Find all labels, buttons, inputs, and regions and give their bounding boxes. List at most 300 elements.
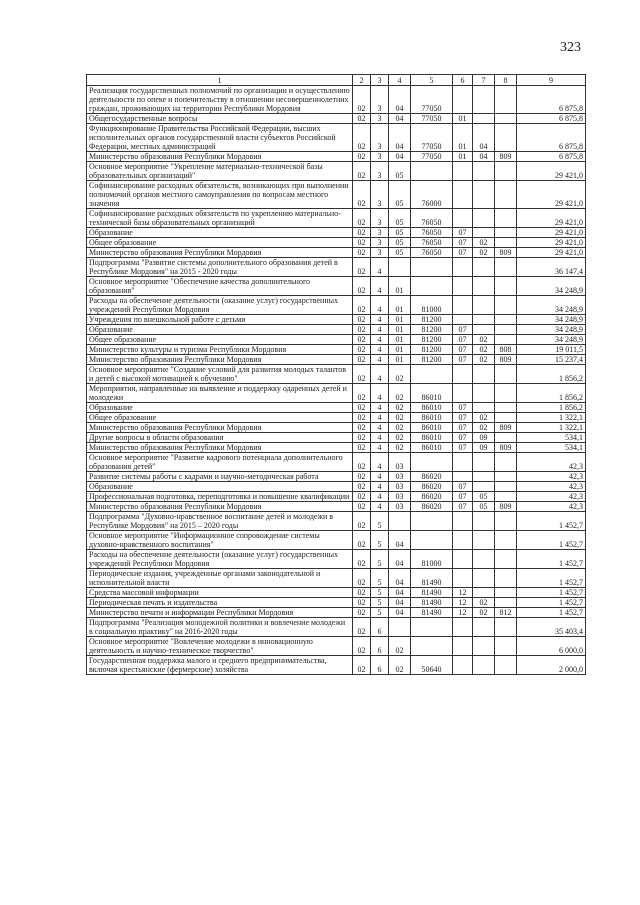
- code-cell: [411, 531, 453, 550]
- code-cell: 809: [495, 248, 517, 258]
- amount-cell: 34 248,9: [517, 325, 586, 335]
- code-cell: [495, 335, 517, 345]
- code-cell: [495, 296, 517, 315]
- code-cell: [473, 512, 495, 531]
- amount-cell: 29 421,0: [517, 181, 586, 209]
- code-cell: [453, 384, 473, 403]
- table-row: [87, 502, 586, 512]
- code-cell: 4: [371, 355, 389, 365]
- code-cell: 01: [389, 296, 411, 315]
- code-cell: 02: [353, 433, 371, 443]
- code-cell: 4: [371, 443, 389, 453]
- code-cell: 02: [353, 423, 371, 433]
- code-cell: 12: [453, 598, 473, 608]
- code-cell: 3: [371, 181, 389, 209]
- code-cell: 81000: [411, 296, 453, 315]
- code-cell: 02: [353, 598, 371, 608]
- code-cell: 81490: [411, 598, 453, 608]
- description-cell: Общее образование: [87, 413, 353, 423]
- table-row: [87, 413, 586, 423]
- description-cell: Общее образование: [87, 335, 353, 345]
- code-cell: 02: [353, 413, 371, 423]
- code-cell: 05: [389, 162, 411, 181]
- description-cell: Министерство печати и информации Республики Мордовия: [87, 608, 353, 618]
- code-cell: 02: [353, 403, 371, 413]
- code-cell: 86020: [411, 502, 453, 512]
- description-cell: Развитие системы работы с кадрами и научно-методическая работа: [87, 472, 353, 482]
- table-row: [87, 325, 586, 335]
- code-cell: [495, 238, 517, 248]
- table-row: [87, 315, 586, 325]
- code-cell: [411, 618, 453, 637]
- code-cell: [473, 296, 495, 315]
- table-row: [87, 365, 586, 384]
- code-cell: [495, 637, 517, 656]
- code-cell: 02: [353, 588, 371, 598]
- code-cell: 02: [353, 608, 371, 618]
- description-cell: Учреждения по внешкольной работе с детьми: [87, 315, 353, 325]
- table-row: [87, 550, 586, 569]
- code-cell: 86010: [411, 433, 453, 443]
- code-cell: 81200: [411, 355, 453, 365]
- code-cell: 5: [371, 569, 389, 588]
- description-cell: Образование: [87, 482, 353, 492]
- code-cell: 02: [389, 656, 411, 675]
- code-cell: 77050: [411, 152, 453, 162]
- code-cell: [453, 453, 473, 472]
- code-cell: 04: [389, 588, 411, 598]
- table-row: [87, 403, 586, 413]
- code-cell: 86010: [411, 384, 453, 403]
- code-cell: 4: [371, 502, 389, 512]
- table-row: [87, 656, 586, 675]
- code-cell: 3: [371, 238, 389, 248]
- code-cell: [389, 618, 411, 637]
- amount-cell: 1 452,7: [517, 598, 586, 608]
- code-cell: [495, 588, 517, 598]
- code-cell: 02: [353, 335, 371, 345]
- code-cell: 81200: [411, 325, 453, 335]
- code-cell: 02: [353, 656, 371, 675]
- code-cell: [453, 277, 473, 296]
- code-cell: 4: [371, 413, 389, 423]
- code-cell: 02: [353, 531, 371, 550]
- code-cell: 809: [495, 423, 517, 433]
- code-cell: [453, 472, 473, 482]
- description-cell: Другие вопросы в области образования: [87, 433, 353, 443]
- table-body: [87, 86, 586, 675]
- code-cell: [473, 550, 495, 569]
- description-cell: Реализация государственных полномочий по организации и осуществлению деятельности по опеке и попечительству в отношении несовершеннолетних граждан, проживающих на территории Республики Мордовия: [87, 86, 353, 114]
- amount-cell: 1 322,1: [517, 423, 586, 433]
- code-cell: 5: [371, 588, 389, 598]
- table-row: [87, 114, 586, 124]
- header-cell: 4: [389, 75, 411, 86]
- description-cell: Образование: [87, 403, 353, 413]
- code-cell: 4: [371, 296, 389, 315]
- description-cell: Расходы на обеспечение деятельности (оказание услуг) государственных учреждений Республики Мордовия: [87, 296, 353, 315]
- code-cell: 02: [353, 443, 371, 453]
- amount-cell: 42,3: [517, 453, 586, 472]
- code-cell: [453, 618, 473, 637]
- code-cell: [495, 482, 517, 492]
- code-cell: 02: [353, 162, 371, 181]
- table-row: [87, 453, 586, 472]
- code-cell: 07: [453, 325, 473, 335]
- code-cell: 3: [371, 114, 389, 124]
- code-cell: 02: [353, 209, 371, 228]
- code-cell: [495, 403, 517, 413]
- code-cell: 86010: [411, 443, 453, 453]
- code-cell: 02: [353, 124, 371, 152]
- code-cell: 02: [473, 335, 495, 345]
- table-row: [87, 588, 586, 598]
- code-cell: 4: [371, 315, 389, 325]
- amount-cell: 29 421,0: [517, 228, 586, 238]
- table-row: [87, 345, 586, 355]
- code-cell: [495, 453, 517, 472]
- amount-cell: 29 421,0: [517, 238, 586, 248]
- table-row: [87, 637, 586, 656]
- code-cell: [453, 296, 473, 315]
- code-cell: 02: [353, 453, 371, 472]
- header-cell: 1: [87, 75, 353, 86]
- code-cell: [453, 512, 473, 531]
- header-cell: 9: [517, 75, 586, 86]
- code-cell: 86010: [411, 423, 453, 433]
- code-cell: 01: [389, 315, 411, 325]
- code-cell: 02: [389, 403, 411, 413]
- code-cell: 07: [453, 443, 473, 453]
- amount-cell: 2 000,0: [517, 656, 586, 675]
- code-cell: 809: [495, 443, 517, 453]
- code-cell: [411, 365, 453, 384]
- code-cell: 03: [389, 472, 411, 482]
- description-cell: Софинансирование расходных обязательств, возникающих при выполнении полномочий органов местного самоуправления по вопросам местного значения: [87, 181, 353, 209]
- description-cell: Основное мероприятие "Обеспечение качества дополнительного образования": [87, 277, 353, 296]
- table-row: [87, 355, 586, 365]
- code-cell: 4: [371, 345, 389, 355]
- code-cell: [473, 325, 495, 335]
- code-cell: 03: [389, 482, 411, 492]
- code-cell: 02: [389, 413, 411, 423]
- code-cell: 05: [473, 502, 495, 512]
- code-cell: 07: [453, 238, 473, 248]
- code-cell: [473, 277, 495, 296]
- code-cell: [495, 86, 517, 114]
- code-cell: 02: [353, 569, 371, 588]
- code-cell: 02: [389, 423, 411, 433]
- code-cell: [473, 86, 495, 114]
- amount-cell: 34 248,9: [517, 335, 586, 345]
- description-cell: Общегосударственные вопросы: [87, 114, 353, 124]
- code-cell: 4: [371, 482, 389, 492]
- code-cell: [389, 258, 411, 277]
- code-cell: 02: [353, 152, 371, 162]
- code-cell: 4: [371, 258, 389, 277]
- code-cell: 05: [389, 238, 411, 248]
- table-row: [87, 124, 586, 152]
- code-cell: [453, 181, 473, 209]
- code-cell: 3: [371, 124, 389, 152]
- code-cell: 04: [389, 124, 411, 152]
- code-cell: [495, 258, 517, 277]
- table-row: [87, 335, 586, 345]
- code-cell: 02: [353, 472, 371, 482]
- page-number: 323: [560, 40, 581, 55]
- code-cell: 02: [353, 365, 371, 384]
- code-cell: 02: [353, 384, 371, 403]
- code-cell: 02: [473, 598, 495, 608]
- description-cell: Подпрограмма "Развитие системы дополнительного образования детей в Республике Мордовия" на 2015 - 2020 годы: [87, 258, 353, 277]
- description-cell: Мероприятия, направленные на выявление и поддержку одаренных детей и молодежи: [87, 384, 353, 403]
- amount-cell: 1 452,7: [517, 531, 586, 550]
- code-cell: [495, 569, 517, 588]
- code-cell: 02: [353, 492, 371, 502]
- code-cell: 04: [389, 531, 411, 550]
- code-cell: 5: [371, 608, 389, 618]
- table-row: [87, 482, 586, 492]
- code-cell: 07: [453, 492, 473, 502]
- code-cell: [495, 472, 517, 482]
- code-cell: 77050: [411, 124, 453, 152]
- code-cell: 76050: [411, 209, 453, 228]
- code-cell: [473, 472, 495, 482]
- code-cell: [495, 618, 517, 637]
- code-cell: 02: [353, 482, 371, 492]
- code-cell: [495, 124, 517, 152]
- code-cell: 12: [453, 608, 473, 618]
- code-cell: 09: [473, 443, 495, 453]
- code-cell: [495, 277, 517, 296]
- amount-cell: 6 875,8: [517, 152, 586, 162]
- code-cell: 01: [453, 152, 473, 162]
- code-cell: [473, 569, 495, 588]
- code-cell: 01: [389, 325, 411, 335]
- code-cell: [453, 162, 473, 181]
- code-cell: [453, 258, 473, 277]
- code-cell: 02: [353, 502, 371, 512]
- code-cell: 3: [371, 162, 389, 181]
- description-cell: Министерство образования Республики Мордовия: [87, 502, 353, 512]
- code-cell: 86010: [411, 413, 453, 423]
- code-cell: 12: [453, 588, 473, 598]
- amount-cell: 29 421,0: [517, 248, 586, 258]
- description-cell: Министерство образования Республики Мордовия: [87, 152, 353, 162]
- code-cell: [473, 365, 495, 384]
- code-cell: [411, 277, 453, 296]
- code-cell: [473, 656, 495, 675]
- code-cell: 76050: [411, 228, 453, 238]
- table-row: [87, 209, 586, 228]
- description-cell: Министерство образования Республики Мордовия: [87, 443, 353, 453]
- code-cell: [473, 403, 495, 413]
- code-cell: 77050: [411, 114, 453, 124]
- code-cell: 81490: [411, 588, 453, 598]
- code-cell: [473, 618, 495, 637]
- code-cell: 07: [453, 228, 473, 238]
- code-cell: 02: [353, 325, 371, 335]
- code-cell: 07: [453, 403, 473, 413]
- code-cell: 86010: [411, 403, 453, 413]
- amount-cell: 534,1: [517, 433, 586, 443]
- code-cell: [495, 492, 517, 502]
- code-cell: 02: [353, 315, 371, 325]
- table-row: [87, 531, 586, 550]
- description-cell: Периодическая печать и издательства: [87, 598, 353, 608]
- code-cell: 86020: [411, 492, 453, 502]
- code-cell: 04: [473, 152, 495, 162]
- code-cell: 50640: [411, 656, 453, 675]
- code-cell: 04: [473, 124, 495, 152]
- code-cell: [411, 258, 453, 277]
- code-cell: 02: [353, 238, 371, 248]
- description-cell: Основное мероприятие "Вовлечение молодежи в инновационную деятельность и научно-техническое творчество": [87, 637, 353, 656]
- code-cell: 4: [371, 453, 389, 472]
- budget-table: [86, 74, 586, 675]
- code-cell: [495, 384, 517, 403]
- description-cell: Образование: [87, 228, 353, 238]
- code-cell: [473, 114, 495, 124]
- table-row: [87, 433, 586, 443]
- code-cell: 4: [371, 492, 389, 502]
- code-cell: 76000: [411, 181, 453, 209]
- code-cell: 02: [473, 355, 495, 365]
- code-cell: [473, 162, 495, 181]
- code-cell: 01: [389, 335, 411, 345]
- header-cell: 2: [353, 75, 371, 86]
- table-row: [87, 152, 586, 162]
- code-cell: 76050: [411, 248, 453, 258]
- code-cell: 86020: [411, 482, 453, 492]
- code-cell: 05: [389, 228, 411, 238]
- code-cell: 3: [371, 228, 389, 238]
- code-cell: 02: [353, 228, 371, 238]
- header-cell: 5: [411, 75, 453, 86]
- code-cell: 3: [371, 209, 389, 228]
- code-cell: 5: [371, 531, 389, 550]
- code-cell: 809: [495, 355, 517, 365]
- code-cell: [411, 453, 453, 472]
- code-cell: 02: [473, 608, 495, 618]
- code-cell: 02: [389, 365, 411, 384]
- code-cell: [473, 209, 495, 228]
- code-cell: [473, 531, 495, 550]
- code-cell: 6: [371, 637, 389, 656]
- code-cell: 812: [495, 608, 517, 618]
- code-cell: 04: [389, 608, 411, 618]
- code-cell: 4: [371, 384, 389, 403]
- code-cell: 02: [353, 512, 371, 531]
- description-cell: Основное мероприятие "Информационное сопровождение системы духовно-нравственного воспитания": [87, 531, 353, 550]
- code-cell: 02: [473, 423, 495, 433]
- amount-cell: 534,1: [517, 443, 586, 453]
- code-cell: 02: [353, 277, 371, 296]
- code-cell: [473, 637, 495, 656]
- code-cell: 02: [389, 433, 411, 443]
- table-row: [87, 296, 586, 315]
- code-cell: 04: [389, 598, 411, 608]
- amount-cell: 1 856,2: [517, 365, 586, 384]
- code-cell: [473, 588, 495, 598]
- amount-cell: 42,3: [517, 502, 586, 512]
- header-cell: 8: [495, 75, 517, 86]
- code-cell: [495, 413, 517, 423]
- amount-cell: 6 875,8: [517, 124, 586, 152]
- table-header-row: [87, 75, 586, 86]
- amount-cell: 29 421,0: [517, 162, 586, 181]
- code-cell: 81200: [411, 335, 453, 345]
- description-cell: Софинансирование расходных обязательств по укреплению материально-технической базы образовательных организаций: [87, 209, 353, 228]
- amount-cell: 34 248,9: [517, 277, 586, 296]
- code-cell: [473, 384, 495, 403]
- code-cell: 02: [473, 345, 495, 355]
- table-row: [87, 277, 586, 296]
- code-cell: 02: [353, 618, 371, 637]
- code-cell: 6: [371, 656, 389, 675]
- table-row: [87, 618, 586, 637]
- code-cell: 07: [453, 248, 473, 258]
- amount-cell: 6 875,8: [517, 114, 586, 124]
- amount-cell: 1 452,7: [517, 512, 586, 531]
- code-cell: 07: [453, 335, 473, 345]
- code-cell: 02: [353, 248, 371, 258]
- code-cell: 86020: [411, 472, 453, 482]
- code-cell: 04: [389, 86, 411, 114]
- code-cell: 05: [389, 248, 411, 258]
- code-cell: 77050: [411, 86, 453, 114]
- code-cell: 81200: [411, 345, 453, 355]
- code-cell: 02: [353, 258, 371, 277]
- code-cell: 07: [453, 423, 473, 433]
- table-row: [87, 384, 586, 403]
- code-cell: 07: [453, 345, 473, 355]
- code-cell: 809: [495, 502, 517, 512]
- code-cell: 3: [371, 86, 389, 114]
- table-row: [87, 86, 586, 114]
- code-cell: 03: [389, 502, 411, 512]
- code-cell: 07: [453, 355, 473, 365]
- code-cell: [495, 512, 517, 531]
- code-cell: [495, 315, 517, 325]
- code-cell: [411, 162, 453, 181]
- table-row: [87, 512, 586, 531]
- amount-cell: 35 403,4: [517, 618, 586, 637]
- code-cell: 4: [371, 433, 389, 443]
- amount-cell: 34 248,9: [517, 315, 586, 325]
- code-cell: [495, 162, 517, 181]
- code-cell: [453, 637, 473, 656]
- amount-cell: 1 452,7: [517, 550, 586, 569]
- description-cell: Средства массовой информации: [87, 588, 353, 598]
- amount-cell: 19 011,5: [517, 345, 586, 355]
- description-cell: Функционирование Правительства Российской Федерации, высших исполнительных органов государственной власти субъектов Российской Федерации, местных администраций: [87, 124, 353, 152]
- code-cell: 07: [453, 433, 473, 443]
- description-cell: Министерство образования Республики Мордовия: [87, 248, 353, 258]
- code-cell: [473, 315, 495, 325]
- table-row: [87, 162, 586, 181]
- table-row: [87, 608, 586, 618]
- code-cell: [411, 637, 453, 656]
- code-cell: 5: [371, 598, 389, 608]
- code-cell: 01: [389, 345, 411, 355]
- code-cell: [495, 656, 517, 675]
- code-cell: 4: [371, 365, 389, 384]
- code-cell: 05: [389, 181, 411, 209]
- code-cell: 4: [371, 423, 389, 433]
- code-cell: [411, 512, 453, 531]
- amount-cell: 42,3: [517, 472, 586, 482]
